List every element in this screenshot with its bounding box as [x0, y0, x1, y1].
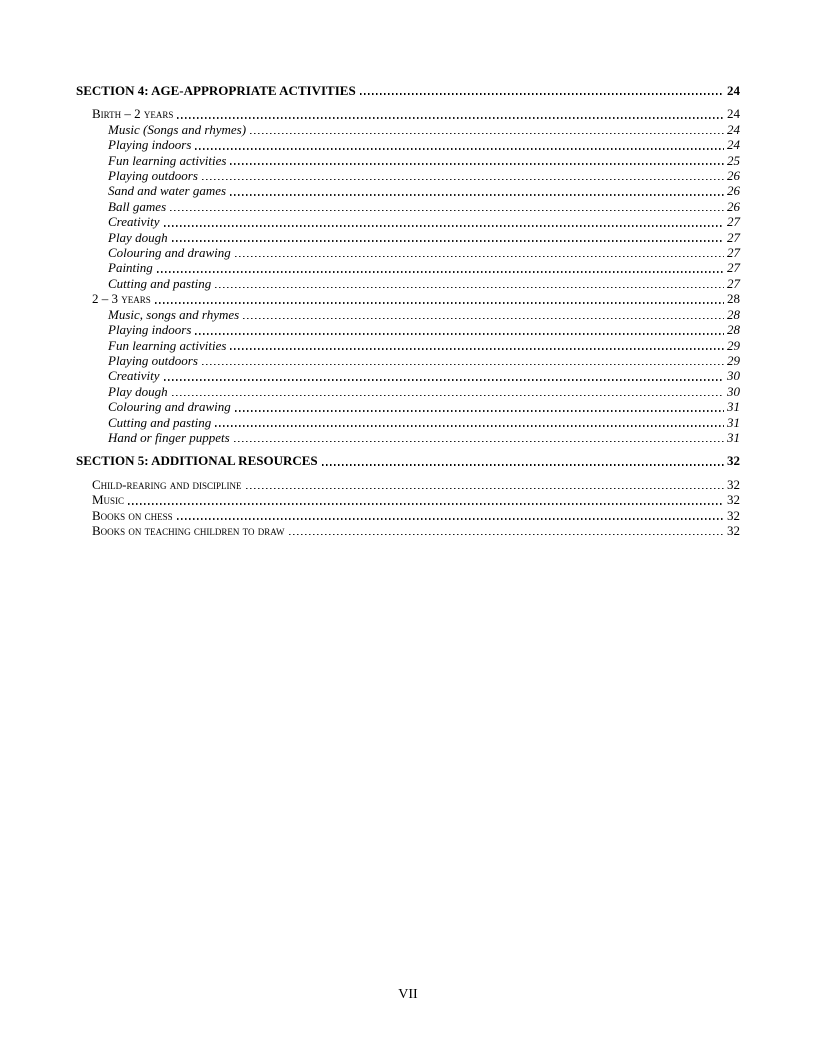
toc-entry-page: 29	[727, 352, 740, 368]
dot-leader	[234, 441, 724, 443]
toc-entry-page: 31	[727, 399, 740, 415]
dot-leader	[157, 271, 724, 273]
toc-entry-page: 28	[727, 291, 740, 307]
toc-entry[interactable]	[76, 453, 740, 468]
toc-entry-label: Colouring and drawing	[108, 399, 231, 415]
dot-leader	[177, 518, 724, 520]
toc-entry[interactable]	[76, 399, 740, 414]
toc-entry[interactable]	[76, 153, 740, 168]
toc-entry[interactable]	[76, 353, 740, 368]
toc-entry-page: 24	[727, 106, 740, 122]
toc-entry-page: 27	[727, 260, 740, 276]
toc-entry-label: Ball games	[108, 198, 167, 214]
toc-entry-label: Playing indoors	[108, 322, 192, 338]
toc-entry-page: 27	[727, 214, 740, 230]
dot-leader	[289, 534, 724, 536]
toc-entry-page: 29	[727, 337, 740, 353]
toc-entry-label: SECTION 5: ADDITIONAL RESOURCES	[76, 453, 318, 469]
dot-leader	[164, 379, 724, 381]
toc-entry[interactable]	[76, 307, 740, 322]
toc-entry-label: Music (Songs and rhymes)	[108, 121, 247, 137]
toc-entry-label: Birth – 2 years	[92, 106, 174, 122]
toc-entry-label: Play dough	[108, 229, 168, 245]
toc-entry-page: 26	[727, 183, 740, 199]
dot-leader	[360, 93, 724, 95]
dot-leader	[172, 240, 724, 242]
toc-entry[interactable]	[76, 137, 740, 152]
toc-entry[interactable]	[76, 214, 740, 229]
dot-leader	[202, 179, 724, 181]
toc-entry[interactable]	[76, 384, 740, 399]
toc-entry-page: 32	[727, 492, 740, 508]
toc-entry-label: Music, songs and rhymes	[108, 306, 240, 322]
dot-leader	[215, 425, 724, 427]
toc-entry-page: 27	[727, 275, 740, 291]
dot-leader	[172, 395, 724, 397]
toc-entry-label: Fun learning activities	[108, 337, 227, 353]
toc-entry-page: 32	[727, 476, 740, 492]
toc-entry-label: Books on teaching children to draw	[92, 522, 285, 538]
toc-entry[interactable]	[76, 415, 740, 430]
toc-entry-page: 27	[727, 229, 740, 245]
toc-entry-page: 24	[727, 83, 740, 98]
toc-entry[interactable]	[76, 338, 740, 353]
toc-entry[interactable]	[76, 291, 740, 306]
toc-entry-page: 28	[727, 322, 740, 338]
toc-entry[interactable]	[76, 199, 740, 214]
dot-leader	[230, 163, 724, 165]
dot-leader	[195, 148, 724, 150]
toc-entry-page: 25	[727, 152, 740, 168]
dot-leader	[235, 256, 724, 258]
toc-entry-page: 32	[727, 522, 740, 538]
toc-entry-label: 2 – 3 years	[92, 291, 151, 307]
toc-entry[interactable]	[76, 183, 740, 198]
toc-entry[interactable]	[76, 230, 740, 245]
toc-entry-page: 26	[727, 198, 740, 214]
dot-leader	[322, 464, 724, 466]
toc-entry[interactable]	[76, 106, 740, 121]
toc-entry[interactable]	[76, 322, 740, 337]
toc-entry[interactable]	[76, 245, 740, 260]
toc-entry[interactable]	[76, 492, 740, 507]
toc-entry-page: 32	[727, 507, 740, 523]
toc-entry-label: Painting	[108, 260, 153, 276]
dot-leader	[230, 194, 724, 196]
toc-entry-page: 30	[727, 368, 740, 384]
toc-entry-label: Playing outdoors	[108, 168, 198, 184]
dot-leader	[195, 333, 724, 335]
dot-leader	[246, 488, 725, 490]
toc-entry[interactable]	[76, 477, 740, 492]
toc-entry[interactable]	[76, 260, 740, 275]
dot-leader	[215, 287, 724, 289]
toc-entry-label: Hand or finger puppets	[108, 429, 230, 445]
dot-leader	[177, 117, 724, 119]
toc-entry-page: 31	[727, 414, 740, 430]
toc-entry-label: Play dough	[108, 383, 168, 399]
footer-page-number: VII	[398, 987, 418, 1002]
dot-leader	[235, 410, 724, 412]
table-of-contents	[76, 75, 740, 538]
toc-entry[interactable]	[76, 276, 740, 291]
toc-entry-label: Sand and water games	[108, 183, 227, 199]
toc-entry-label: Playing indoors	[108, 137, 192, 153]
toc-entry[interactable]	[76, 508, 740, 523]
dot-leader	[128, 503, 724, 505]
toc-entry-label: Creativity	[108, 368, 160, 384]
dot-leader	[202, 364, 724, 366]
dot-leader	[250, 133, 724, 135]
toc-entry[interactable]	[76, 430, 740, 445]
toc-entry[interactable]	[76, 168, 740, 183]
toc-entry[interactable]	[76, 122, 740, 137]
toc-entry-page: 24	[727, 137, 740, 153]
toc-entry-label: Music	[92, 492, 125, 508]
dot-leader	[164, 225, 724, 227]
toc-entry-page: 32	[727, 453, 740, 469]
dot-leader	[170, 210, 724, 212]
toc-entry-label: Colouring and drawing	[108, 245, 231, 261]
dot-leader	[155, 302, 724, 304]
toc-entry[interactable]	[76, 523, 740, 538]
toc-entry-label: Cutting and pasting	[108, 414, 212, 430]
toc-entry-label: Fun learning activities	[108, 152, 227, 168]
dot-leader	[230, 348, 724, 350]
toc-entry-label: Playing outdoors	[108, 352, 198, 368]
toc-entry-label: Books on chess	[92, 507, 173, 523]
toc-entry-label: Creativity	[108, 214, 160, 230]
toc-entry[interactable]	[76, 368, 740, 383]
toc-entry-label: SECTION 4: AGE-APPROPRIATE ACTIVITIES	[76, 83, 356, 98]
toc-entry-page: 26	[727, 168, 740, 184]
toc-entry-page: 27	[727, 245, 740, 261]
toc-entry-page: 30	[727, 383, 740, 399]
toc-entry-page: 24	[727, 121, 740, 137]
toc-entry-label: Cutting and pasting	[108, 275, 212, 291]
dot-leader	[243, 318, 724, 320]
toc-entry-page: 31	[727, 429, 740, 445]
toc-entry[interactable]	[76, 83, 740, 98]
toc-entry-label: Child-rearing and discipline	[92, 476, 242, 492]
toc-entry-page: 28	[727, 306, 740, 322]
